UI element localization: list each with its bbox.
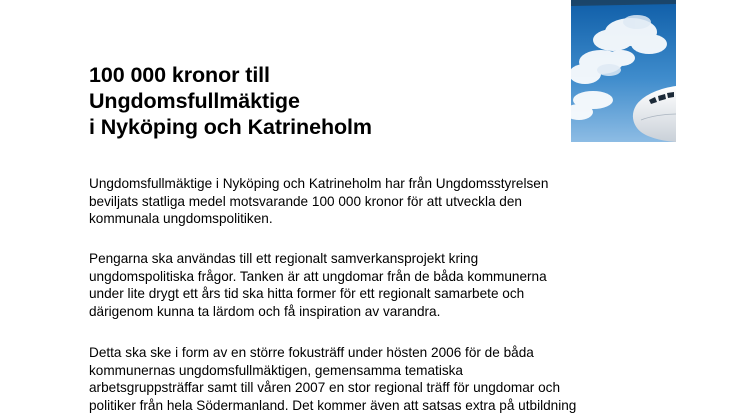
paragraph-line: Pengarna ska användas till ett regionalt samverkansprojekt kring — [89, 251, 479, 266]
paragraph-line: Ungdomsfullmäktige i Nyköping och Katrineholm har från Ungdomsstyrelsen — [89, 176, 549, 191]
title-line: i Nyköping och Katrineholm — [89, 115, 372, 139]
article-title — [89, 62, 372, 140]
paragraph-line: Detta ska ske i form av en större fokusträff under hösten 2006 för de båda — [89, 345, 534, 360]
paragraph-line: arbetsgruppsträffar samt till våren 2007 en stor regional träff för ungdomar och — [89, 380, 561, 395]
paragraph-line: därigenom kunna ta lärdom och få inspiration av varandra. — [89, 303, 441, 319]
body-paragraph-3 — [89, 344, 576, 414]
paragraph-line: ungdomspolitiska frågor. Tanken är att ungdomar från de båda kommunerna — [89, 268, 547, 284]
paragraph-line: kommunala ungdomspolitiken. — [89, 211, 273, 226]
paragraph-line: politiker från hela Södermanland. Det kommer även att satsas extra på utbildning — [89, 397, 577, 413]
body-paragraph-2 — [89, 250, 547, 320]
paragraph-line: kommunernas ungdomsfullmäktigen, gemensamma tematiska — [89, 362, 463, 378]
title-line: Ungdomsfullmäktige — [89, 89, 300, 113]
aircraft-sky-photo — [571, 0, 676, 142]
title-line: 100 000 kronor till — [89, 63, 270, 87]
paragraph-line: under lite drygt ett års tid ska hitta former för ett regionalt samarbete och — [89, 286, 525, 301]
paragraph-line: beviljats statliga medel motsvarande 100 000 kronor för att utveckla den — [89, 193, 522, 209]
body-paragraph-1 — [89, 175, 548, 228]
